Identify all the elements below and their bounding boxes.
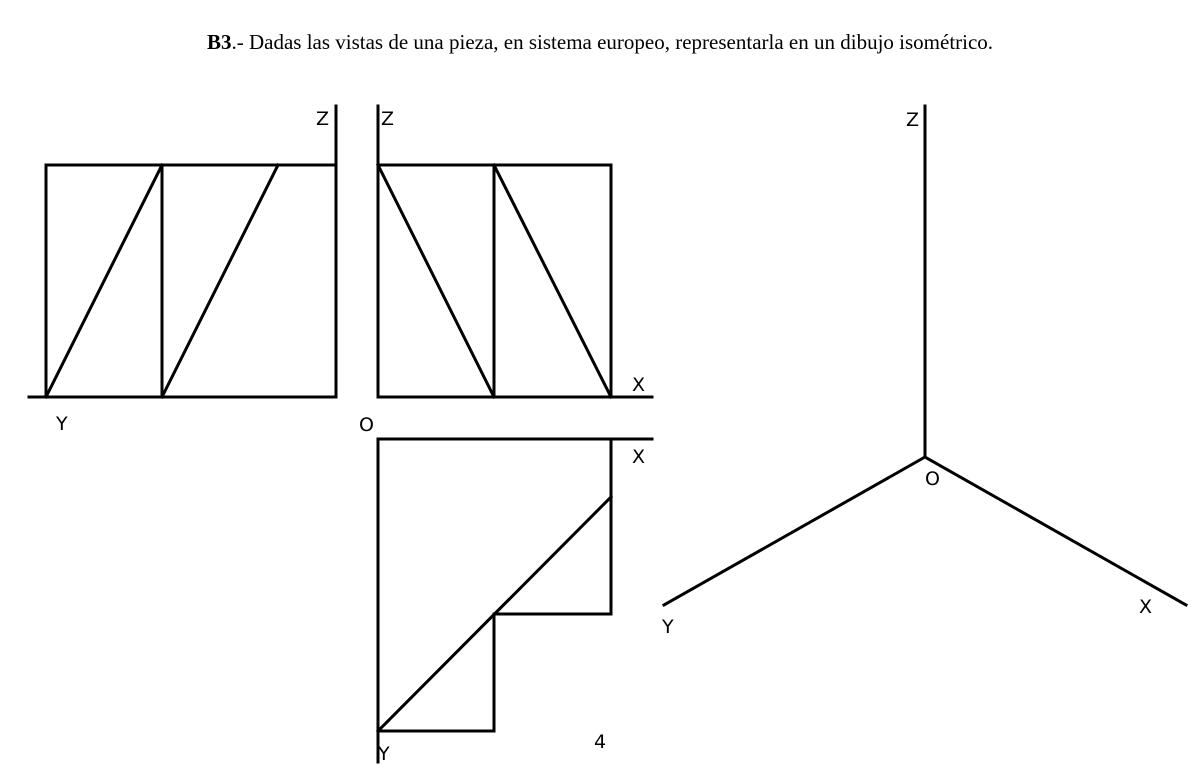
- top-x-label: X: [632, 446, 646, 468]
- front-x-label: X: [632, 374, 646, 396]
- iso-z-label: Z: [906, 109, 920, 131]
- side-y-label: Y: [56, 413, 68, 435]
- top-stepped-outline: [378, 439, 611, 731]
- front-diagonal-2: [494, 165, 611, 397]
- top-y-label: Y: [378, 743, 390, 765]
- front-view: [359, 106, 652, 436]
- exercise-statement: .- Dadas las vistas de una pieza, en sistema europeo, representarla en un dibujo isométrico.: [231, 30, 994, 54]
- side-diagonal-1: [46, 165, 162, 397]
- side-view: [29, 106, 336, 435]
- front-z-label: Z: [381, 108, 395, 130]
- side-outline: [46, 165, 336, 397]
- side-diagonal-2: [162, 165, 278, 397]
- iso-y-axis: [664, 457, 925, 605]
- exercise-code: B3: [206, 30, 232, 54]
- iso-x-label: X: [1139, 596, 1153, 618]
- isometric-axes: [661, 106, 1186, 638]
- front-diagonal-1: [378, 165, 494, 397]
- iso-x-axis: [925, 457, 1186, 605]
- origin-label: O: [359, 414, 374, 436]
- page-number: 4: [594, 731, 607, 753]
- side-z-label: Z: [316, 108, 330, 130]
- iso-y-label: Y: [662, 616, 674, 638]
- top-view: [377, 439, 652, 765]
- iso-origin-label: O: [925, 468, 940, 490]
